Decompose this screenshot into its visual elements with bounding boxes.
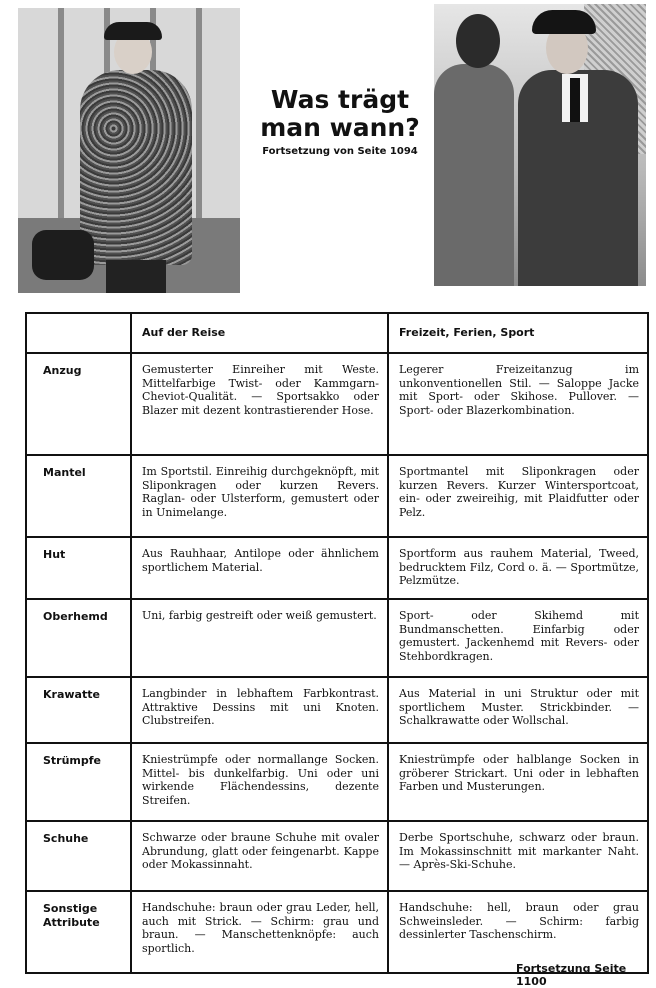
cell-reise: Gemusterter Einreiher mit Weste. Mittelfarbige Twist- oder Kammgarn-Cheviot-Qualität. — Sportsakko oder Blazer mit dezent kontrastierender Hose. [131, 353, 388, 455]
cell-freizeit: Handschuhe: hell, braun oder grau Schweinsleder. — Schirm: farbig dessinlerter Taschenschirm. [388, 891, 648, 973]
photo-man-in-overcoat [18, 8, 240, 293]
cell-reise: Aus Rauhhaar, Antilope oder ähnlichem sportlichem Material. [131, 537, 388, 599]
photo-hat-right [532, 10, 596, 34]
table-row [26, 677, 648, 743]
column-header-freizeit: Freizeit, Ferien, Sport [388, 313, 648, 353]
row-category: Schuhe [26, 821, 131, 891]
table-row [26, 599, 648, 677]
photo-overcoat [80, 70, 192, 265]
row-category: Krawatte [26, 677, 131, 743]
table-row [26, 353, 648, 455]
subtitle: Fortsetzung von Seite 1094 [262, 146, 418, 157]
row-category: Hut [26, 537, 131, 599]
cell-reise: Schwarze oder braune Schuhe mit ovaler Abrundung, glatt oder feingenarbt. Kappe oder Mokassinnaht. [131, 821, 388, 891]
continuation-note: Fortsetzung Seite 1100 [516, 962, 627, 988]
title-line-2: man wann? [260, 113, 420, 142]
photo-hat [104, 22, 162, 40]
cell-freizeit: Sport- oder Skihemd mit Bundmanschetten. Einfarbig oder gemustert. Jackenhemd mit Revers- oder Stehbordkragen. [388, 599, 648, 677]
column-header-reise: Auf der Reise [131, 313, 388, 353]
cell-reise: Im Sportstil. Einreihig durchgeknöpft, mit Sliponkragen oder kurzen Revers. Raglan- oder Ulsterform, gemustert oder in Unimelange. [131, 455, 388, 537]
photo-head-left [456, 14, 500, 68]
photo-travel-bag [32, 230, 94, 280]
photo-man-left [434, 64, 514, 286]
row-category: Strümpfe [26, 743, 131, 821]
photo-two-men-talking [434, 4, 646, 286]
table-row [26, 743, 648, 821]
row-category: Anzug [26, 353, 131, 455]
column-header-category [26, 313, 131, 353]
cell-reise: Kniestrümpfe oder normallange Socken. Mittel- bis dunkelfarbig. Uni oder uni wirkende Flächendessins, dezente Streifen. [131, 743, 388, 821]
table-row [26, 455, 648, 537]
row-category: Mantel [26, 455, 131, 537]
cell-freizeit: Kniestrümpfe oder halblange Socken in gröberer Strickart. Uni oder in lebhaften Farben und Musterungen. [388, 743, 648, 821]
cell-reise: Handschuhe: braun oder grau Leder, hell, auch mit Strick. — Schirm: grau und braun. — Manschettenknöpfe: auch sportlich. [131, 891, 388, 973]
table-row [26, 891, 648, 973]
cell-freizeit: Derbe Sportschuhe, schwarz oder braun. Im Mokassinschnitt mit markanter Naht. — Après-Ski-Schuhe. [388, 821, 648, 891]
cell-freizeit: Sportmantel mit Sliponkragen oder kurzen Revers. Kurzer Wintersportcoat, ein- oder zweireihig, mit Plaidfutter oder Pelz. [388, 455, 648, 537]
cell-reise: Uni, farbig gestreift oder weiß gemustert. [131, 599, 388, 677]
table-row [26, 821, 648, 891]
cell-freizeit: Aus Material in uni Struktur oder mit sportlichem Muster. Strickbinder. — Schalkrawatte oder Wollschal. [388, 677, 648, 743]
row-category: Oberhemd [26, 599, 131, 677]
table-row [26, 537, 648, 599]
clothing-guide-table [25, 312, 649, 974]
table-header-row [26, 313, 648, 353]
article-heading [250, 86, 430, 157]
cell-reise: Langbinder in lebhaftem Farbkontrast. Attraktive Dessins mit uni Knoten. Clubstreifen. [131, 677, 388, 743]
cell-freizeit: Sportform aus rauhem Material, Tweed, bedrucktem Filz, Cord o. ä. — Sportmütze, Pelzmütze. [388, 537, 648, 599]
photo-legs [106, 260, 166, 293]
title-line-1: Was trägt [270, 85, 410, 114]
photo-tie [570, 78, 580, 122]
cell-freizeit: Legerer Freizeitanzug im unkonventionellen Stil. — Saloppe Jacke mit Sport- oder Skihose. Pullover. — Sport- oder Blazerkombination. [388, 353, 648, 455]
row-category: Sonstige Attribute [26, 891, 131, 973]
